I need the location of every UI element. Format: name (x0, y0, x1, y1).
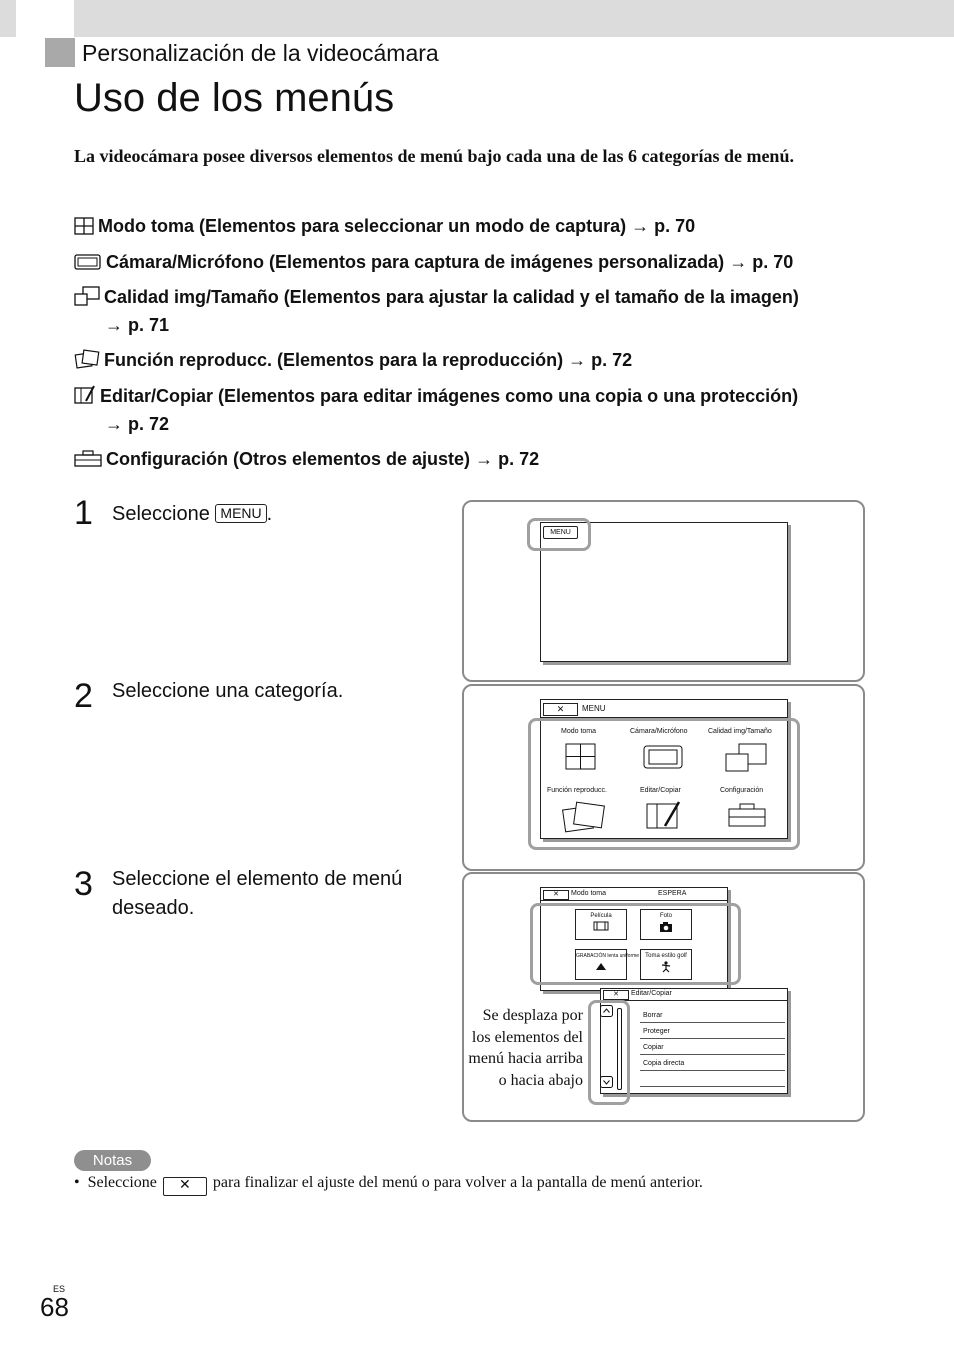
photo-button[interactable] (640, 909, 692, 940)
category-text: Modo toma (Elementos para seleccionar un modo de captura) (98, 216, 627, 236)
category-image-quality (74, 283, 799, 311)
setup-icon[interactable] (727, 802, 767, 828)
playback-function-icon[interactable] (561, 800, 607, 834)
list-item (640, 1072, 785, 1087)
top-bar (0, 0, 954, 37)
note-text-after: para finalizar el ajuste del menú o para volver a la pantalla de menú anterior. (212, 1174, 703, 1191)
film-icon (593, 921, 609, 931)
category-shooting-mode (74, 212, 695, 240)
edit-copy-icon[interactable] (645, 800, 683, 830)
close-icon[interactable]: ✕ (543, 703, 578, 716)
close-key-icon: ✕ (163, 1177, 207, 1196)
category-label: Modo toma (561, 728, 597, 735)
status-label: ESPERA (658, 890, 687, 897)
list-item[interactable]: Copia directa (640, 1056, 785, 1071)
camera-icon (659, 921, 673, 932)
shooting-mode-icon[interactable] (565, 743, 597, 771)
step-2-text: Seleccione una categoría. (112, 680, 344, 702)
camera-mic-icon (74, 253, 102, 271)
section-marker (45, 38, 75, 67)
category-page: p. 72 (591, 350, 633, 370)
category-label: Configuración (720, 787, 764, 794)
section-title: Personalización de la videocámara (82, 40, 439, 66)
category-text: Función reproducc. (Elementos para la reproducción) (104, 350, 564, 370)
image-quality-icon[interactable] (724, 743, 768, 773)
language-label: ES (53, 1284, 66, 1294)
top-bar-notch (16, 0, 74, 37)
category-text: Calidad img/Tamaño (Elementos para ajustar la calidad y el tamaño de la imagen) (104, 287, 799, 307)
category-page: p. 70 (752, 252, 794, 272)
category-edit-copy-page (105, 410, 169, 438)
arrow: → (729, 252, 748, 272)
scroll-down-icon[interactable] (600, 1076, 614, 1088)
category-page: p. 72 (128, 414, 170, 434)
step-suffix: . (266, 503, 273, 525)
screen-header: Editar/Copiar (631, 990, 672, 997)
note-item (74, 1174, 703, 1196)
step-number: 2 (74, 677, 93, 715)
slow-rec-button[interactable] (575, 949, 640, 980)
arrow: → (105, 315, 123, 335)
menu-key: MENU (215, 504, 266, 523)
page-title: Uso de los menús (74, 76, 395, 120)
slow-motion-icon (594, 961, 608, 972)
page-number: 68 (40, 1292, 69, 1322)
close-icon[interactable]: ✕ (543, 890, 569, 900)
category-label: Editar/Copiar (640, 787, 681, 794)
screen-divider (600, 1000, 787, 1001)
camera-mic-icon[interactable] (643, 743, 685, 771)
category-image-quality-page (105, 311, 169, 339)
intro-paragraph: La videocámara posee diversos elementos de menú bajo cada una de las 6 categorías de menú. (74, 146, 794, 166)
button-label: GRABACIÓN lenta uniforme (576, 953, 640, 959)
note-text-before: Seleccione (87, 1174, 157, 1191)
arrow: → (105, 414, 123, 434)
screen-divider (540, 900, 727, 901)
arrow: → (631, 216, 650, 236)
highlight-frame (530, 903, 741, 985)
golf-shot-button[interactable] (640, 949, 692, 980)
category-page: p. 72 (498, 449, 540, 469)
category-label: Calidad img/Tamaño (708, 728, 772, 735)
list-item[interactable]: Copiar (640, 1040, 785, 1055)
step-3-text: Seleccione el elemento de menú deseado. (112, 868, 403, 919)
button-label: Foto (659, 913, 672, 919)
step-1-text (112, 500, 272, 529)
category-label: Cámara/Micrófono (630, 728, 688, 735)
shooting-mode-icon (74, 217, 94, 235)
edit-copy-icon (74, 385, 96, 405)
category-text: Configuración (Otros elementos de ajuste) (106, 449, 471, 469)
category-page: p. 71 (128, 315, 170, 335)
category-edit-copy (74, 382, 798, 410)
category-camera-mic (74, 248, 793, 276)
notes-badge: Notas (74, 1150, 151, 1171)
list-item[interactable]: Proteger (640, 1024, 785, 1039)
arrow: → (475, 449, 494, 469)
movie-button[interactable] (575, 909, 627, 940)
menu-button[interactable]: MENU (543, 526, 578, 539)
category-setup (74, 445, 539, 473)
screen-header: Modo toma (571, 890, 607, 897)
golfer-icon (659, 961, 673, 972)
playback-function-icon (74, 349, 100, 369)
bullet: • (74, 1174, 80, 1191)
step-number: 1 (74, 494, 93, 532)
setup-icon (74, 450, 102, 468)
category-text: Editar/Copiar (Elementos para editar imágenes como una copia o una protección) (100, 386, 799, 406)
arrow: → (568, 350, 587, 370)
category-text: Cámara/Micrófono (Elementos para captura de imágenes personalizada) (106, 252, 725, 272)
step-number: 3 (74, 865, 93, 903)
button-label: Película (590, 913, 612, 919)
step-text: Seleccione (112, 503, 210, 525)
category-page: p. 70 (654, 216, 696, 236)
category-label: Función reproducc. (547, 787, 607, 794)
category-playback (74, 346, 632, 374)
scrollbar[interactable] (617, 1008, 622, 1090)
screen-header: MENU (582, 704, 606, 713)
list-item[interactable]: Borrar (640, 1008, 785, 1023)
scroll-up-icon[interactable] (600, 1005, 614, 1017)
scroll-note: Se desplaza por los elementos del menú hacia arriba o hacia abajo (468, 1007, 583, 1089)
close-icon[interactable]: ✕ (603, 990, 629, 1000)
image-quality-icon (74, 286, 100, 306)
button-label: Toma estilo golf (645, 953, 687, 959)
